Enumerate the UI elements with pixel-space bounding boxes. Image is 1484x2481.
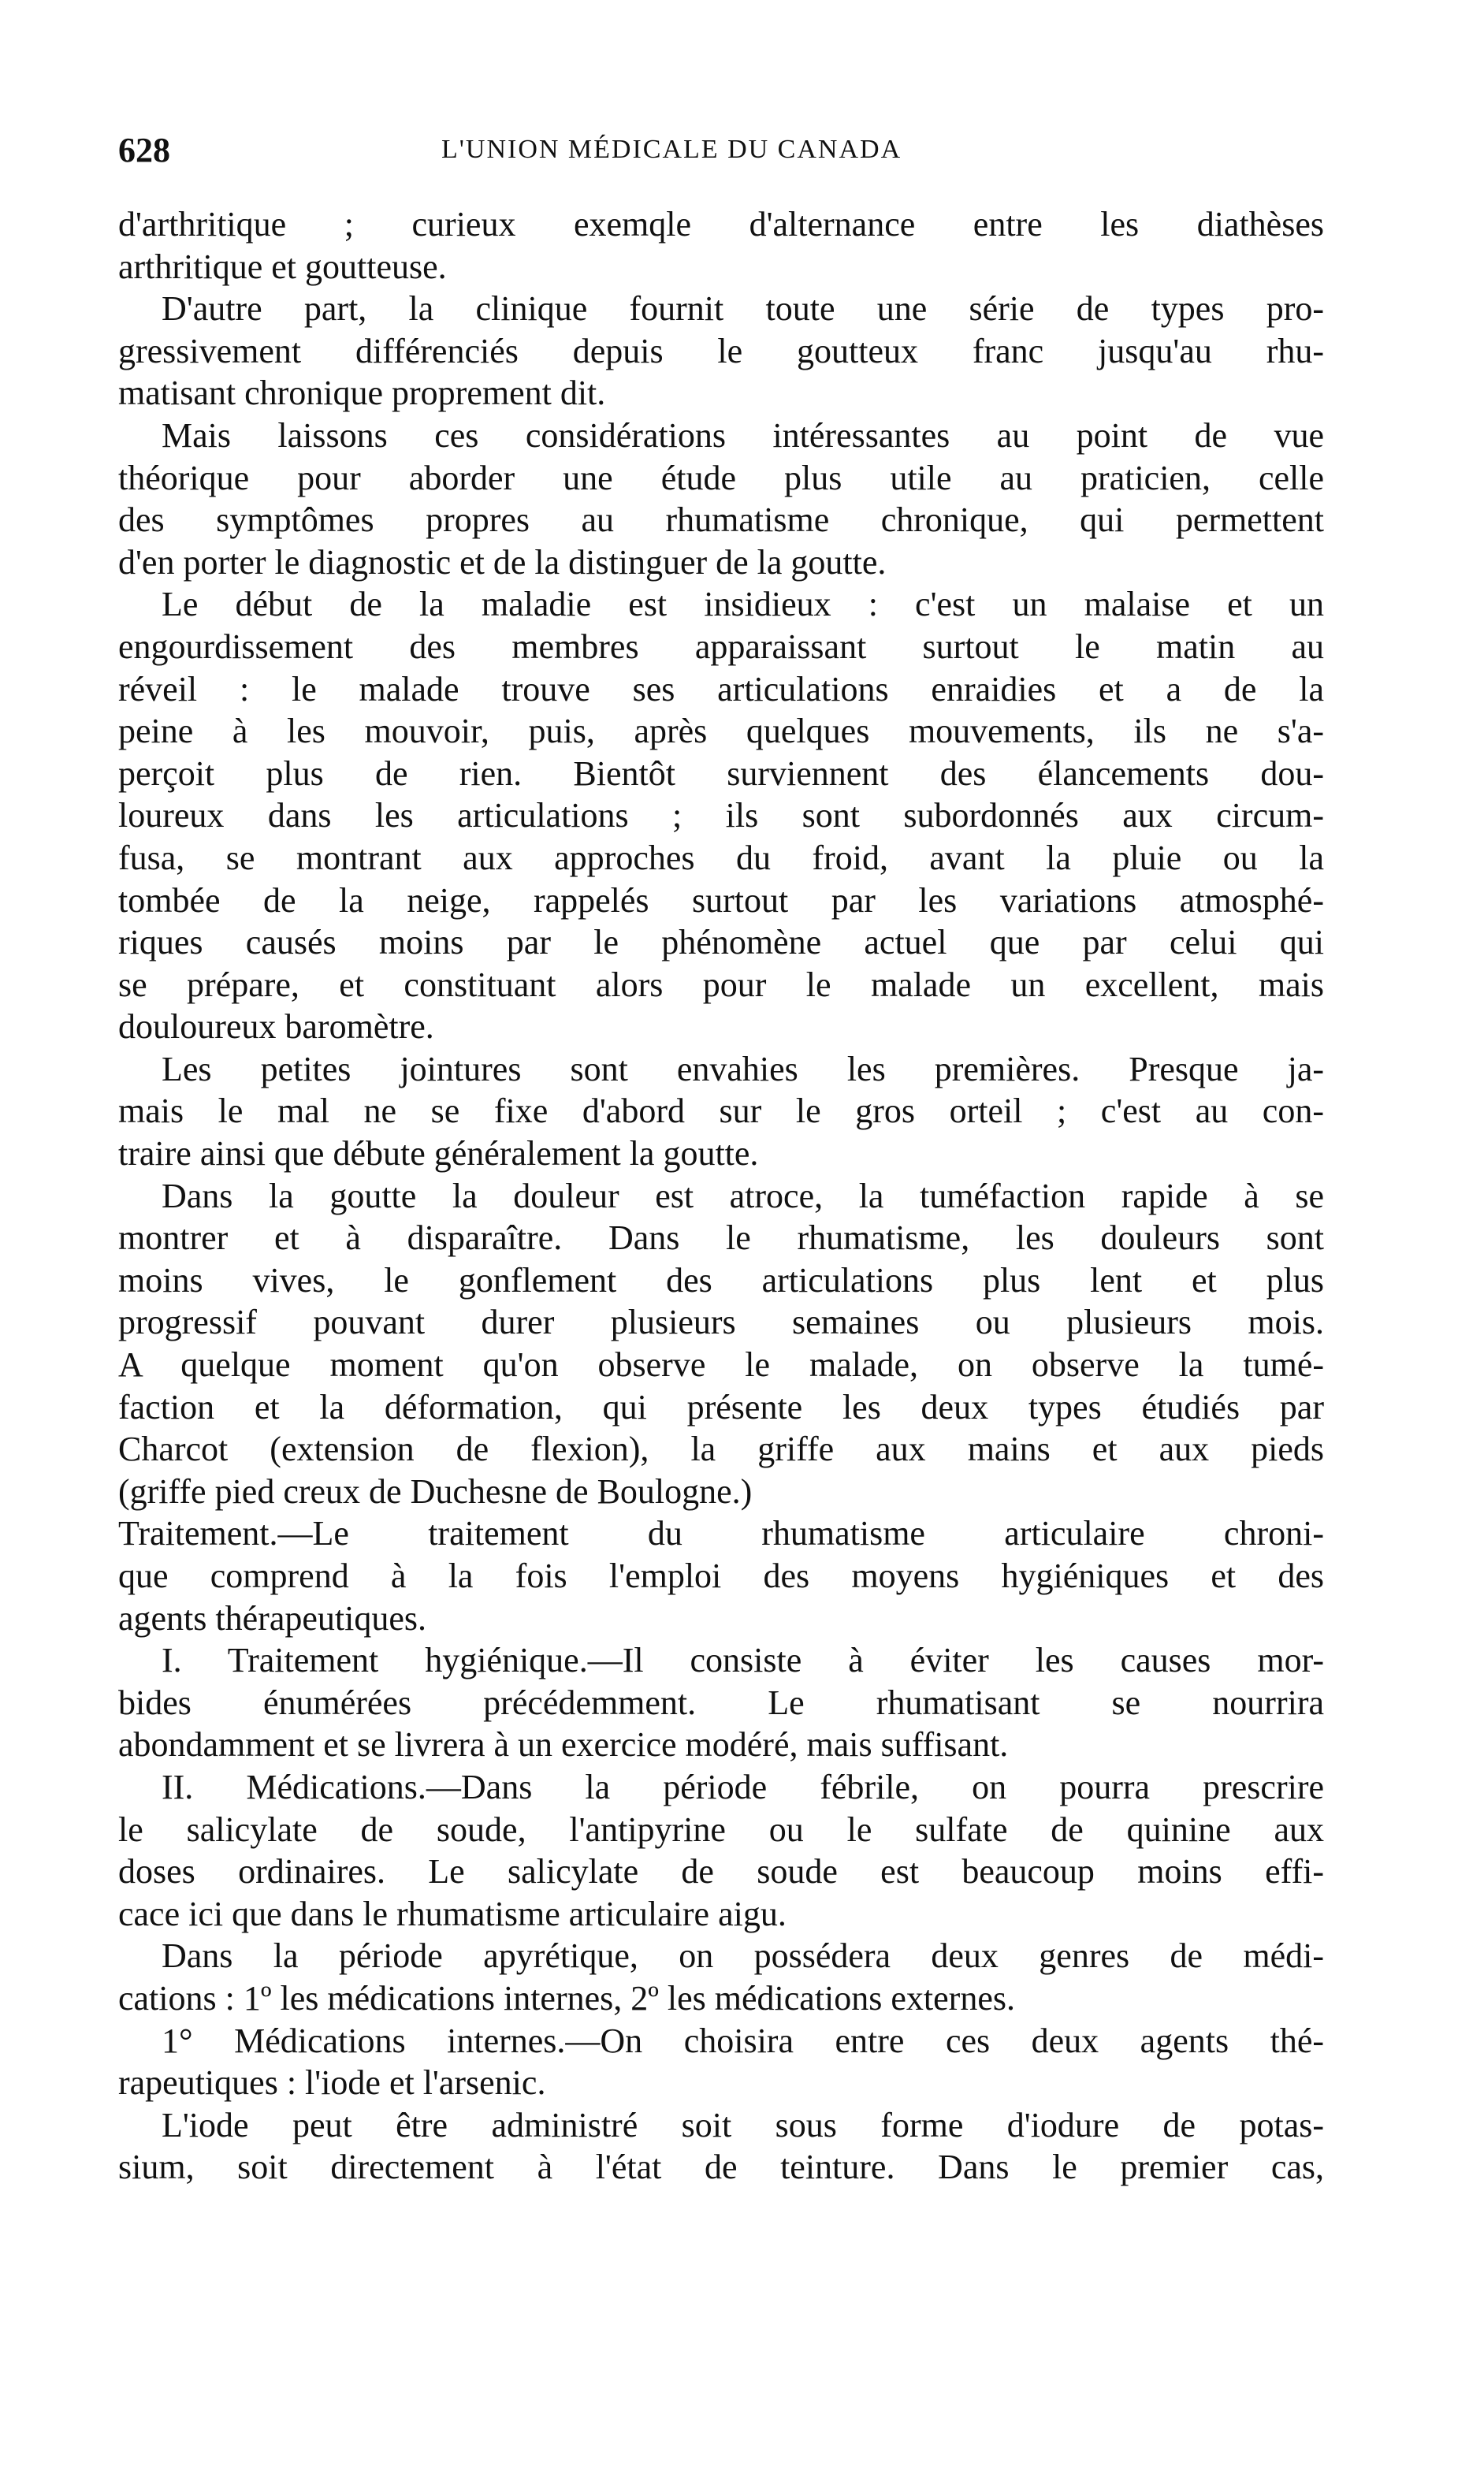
- text-line: rapeutiques : l'iode et l'arsenic.: [118, 2063, 546, 2103]
- text-line: riques causés moins par le phénomène actuel que par celui qui: [118, 923, 1324, 962]
- page-number: 628: [118, 131, 170, 169]
- text-line: 1° Médications internes.—On choisira entre ces deux agents thé-: [162, 2021, 1324, 2060]
- text-line: Traitement.—Le traitement du rhumatisme articulaire chroni-: [118, 1514, 1324, 1553]
- running-title: L'UNION MÉDICALE DU CANADA: [441, 135, 902, 164]
- text-line: matisant chronique proprement dit.: [118, 374, 606, 413]
- text-line: montrer et à disparaître. Dans le rhumatisme, les douleurs sont: [118, 1218, 1324, 1258]
- text-line: d'arthritique ; curieux exemqle d'alternance entre les diathèses: [118, 205, 1324, 244]
- text-line: que comprend à la fois l'emploi des moyens hygiéniques et des: [118, 1557, 1324, 1595]
- text-line: gressivement différenciés depuis le goutteux franc jusqu'au rhu-: [118, 331, 1324, 370]
- text-line: douloureux baromètre.: [118, 1007, 434, 1047]
- text-line: A quelque moment qu'on observe le malade, on observe la tumé-: [118, 1345, 1324, 1385]
- text-line: d'en porter le diagnostic et de la distinguer de la goutte.: [118, 542, 887, 582]
- text-line: loureux dans les articulations ; ils sont subordonnés aux circum-: [118, 796, 1324, 835]
- text-line: agents thérapeutiques.: [118, 1598, 426, 1638]
- text-line: progressif pouvant durer plusieurs semaines ou plusieurs mois.: [118, 1303, 1324, 1342]
- text-line: faction et la déformation, qui présente les deux types étudiés par: [118, 1387, 1324, 1426]
- text-line: abondamment et se livrera à un exercice modéré, mais suffisant.: [118, 1725, 1009, 1765]
- text-line: Mais laissons ces considérations intéressantes au point de vue: [162, 415, 1324, 455]
- text-line: sium, soit directement à l'état de teinture. Dans le premier cas,: [118, 2148, 1324, 2187]
- text-line: I. Traitement hygiénique.—Il consiste à éviter les causes mor-: [162, 1641, 1324, 1680]
- text-line: II. Médications.—Dans la période fébrile, on pourra prescrire: [162, 1767, 1324, 1806]
- text-line: cations : 1º les médications internes, 2º les médications externes.: [118, 1978, 1015, 2018]
- text-line: le salicylate de soude, l'antipyrine ou le sulfate de quinine aux: [118, 1810, 1324, 1849]
- body-text: [118, 203, 1324, 2189]
- text-line: doses ordinaires. Le salicylate de soude est beaucoup moins effi-: [118, 1852, 1324, 1891]
- text-line: cace ici que dans le rhumatisme articulaire aigu.: [118, 1894, 787, 1933]
- page-header: [118, 130, 1324, 177]
- text-line: réveil : le malade trouve ses articulations enraidies et a de la: [118, 669, 1324, 709]
- text-line: engourdissement des membres apparaissant surtout le matin au: [118, 627, 1324, 666]
- text-line: tombée de la neige, rappelés surtout par les variations atmosphé-: [118, 880, 1324, 920]
- text-line: moins vives, le gonflement des articulations plus lent et plus: [118, 1260, 1324, 1300]
- text-line: (griffe pied creux de Duchesne de Boulogne.): [118, 1471, 753, 1511]
- text-line: mais le mal ne se fixe d'abord sur le gros orteil ; c'est au con-: [118, 1092, 1324, 1131]
- text-line: peine à les mouvoir, puis, après quelques mouvements, ils ne s'a-: [118, 712, 1324, 751]
- text-line: L'iode peut être administré soit sous forme d'iodure de potas-: [162, 2105, 1324, 2144]
- text-line: théorique pour aborder une étude plus utile au praticien, celle: [118, 458, 1324, 497]
- text-line: se prépare, et constituant alors pour le malade un excellent, mais: [118, 965, 1324, 1004]
- text-line: Charcot (extension de flexion), la griffe aux mains et aux pieds: [118, 1430, 1324, 1469]
- text-line: des symptômes propres au rhumatisme chronique, qui permettent: [118, 500, 1324, 540]
- text-line: Le début de la maladie est insidieux : c'est un malaise et un: [162, 585, 1324, 624]
- text-line: Les petites jointures sont envahies les premières. Presque ja-: [162, 1049, 1324, 1088]
- text-line: Dans la période apyrétique, on possédera deux genres de médi-: [162, 1936, 1324, 1976]
- text-line: fusa, se montrant aux approches du froid, avant la pluie ou la: [118, 838, 1324, 877]
- text-line: D'autre part, la clinique fournit toute une série de types pro-: [162, 289, 1324, 329]
- text-line: bides énumérées précédemment. Le rhumatisant se nourrira: [118, 1683, 1324, 1722]
- text-line: Dans la goutte la douleur est atroce, la tuméfaction rapide à se: [162, 1176, 1324, 1215]
- text-line: traire ainsi que débute généralement la goutte.: [118, 1134, 759, 1174]
- text-line: arthritique et goutteuse.: [118, 247, 447, 286]
- text-line: perçoit plus de rien. Bientôt surviennent des élancements dou-: [118, 753, 1324, 793]
